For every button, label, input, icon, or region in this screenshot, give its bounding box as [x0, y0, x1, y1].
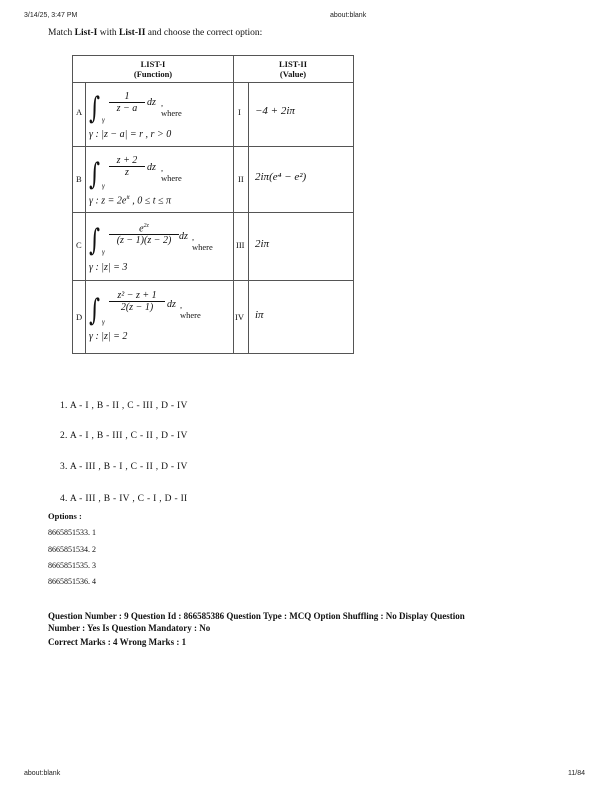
roman-iv: IV [235, 312, 244, 322]
option-id-4: 8665851536. 4 [48, 577, 96, 586]
option-3: 3. A - III , B - I , C - II , D - IV [60, 462, 188, 472]
row-label-d: D [76, 312, 83, 322]
value-ii: 2iπ(e⁴ − e²) [255, 171, 307, 183]
option-1: 1. A - I , B - II , C - III , D - IV [60, 401, 188, 411]
options-label: Options : [48, 511, 82, 521]
print-datetime: 3/14/25, 3:47 PM [24, 12, 78, 19]
roman-i: I [238, 107, 241, 117]
matching-table: LIST-I (Function) LIST-II (Value) A ∫ γ $\frac{1}{z - a}$ dz , where γ : |z − a| = r , r > 0 I −4 + 2iπ B ∫ γ $\frac{z + 2}{z}$ dz , where γ : $z = 2e^{it}$ , 0 ≤ t ≤ π II 2iπ(e⁴ − e²) C ∫ γ $\frac{e^{2z}}{(z - 1)(z - 2)}$ dz , where γ : |z| = 3 III 2iπ D ∫ γ $\frac{\text{z² − z + 1}}{2(z - 1)}$ dz , where γ : |z| = 2 IV iπ [72, 55, 354, 354]
value-iii: 2iπ [255, 238, 270, 250]
footer-url: about:blank [24, 770, 61, 777]
roman-ii: II [238, 174, 244, 184]
list2-header: LIST-II (Value) [278, 59, 308, 79]
option-id-2: 8665851534. 2 [48, 545, 96, 554]
option-id-1: 8665851533. 1 [48, 528, 96, 537]
value-iv: iπ [255, 309, 264, 321]
question-instruction: Match List-I with List-II and choose the correct option: [48, 28, 263, 38]
print-page-url: about:blank [330, 12, 367, 19]
row-label-b: B [76, 174, 82, 184]
option-4: 4. A - III , B - IV , C - I , D - II [60, 494, 188, 504]
row-label-a: A [76, 107, 83, 117]
row-label-c: C [76, 240, 82, 250]
option-id-3: 8665851535. 3 [48, 561, 96, 570]
option-2: 2. A - I , B - III , C - II , D - IV [60, 431, 188, 441]
question-meta-line1: Question Number : 9 Question Id : 866585386 Question Type : MCQ Option Shuffling : No Display Question [48, 611, 465, 621]
question-marks: Correct Marks : 4 Wrong Marks : 1 [48, 637, 187, 647]
value-i: −4 + 2iπ [255, 105, 295, 117]
question-meta-line2: Number : Yes Is Question Mandatory : No [48, 623, 211, 633]
page-number: 11/84 [568, 770, 585, 777]
list1-header: LIST-I (Function) [133, 59, 173, 79]
roman-iii: III [236, 240, 245, 250]
